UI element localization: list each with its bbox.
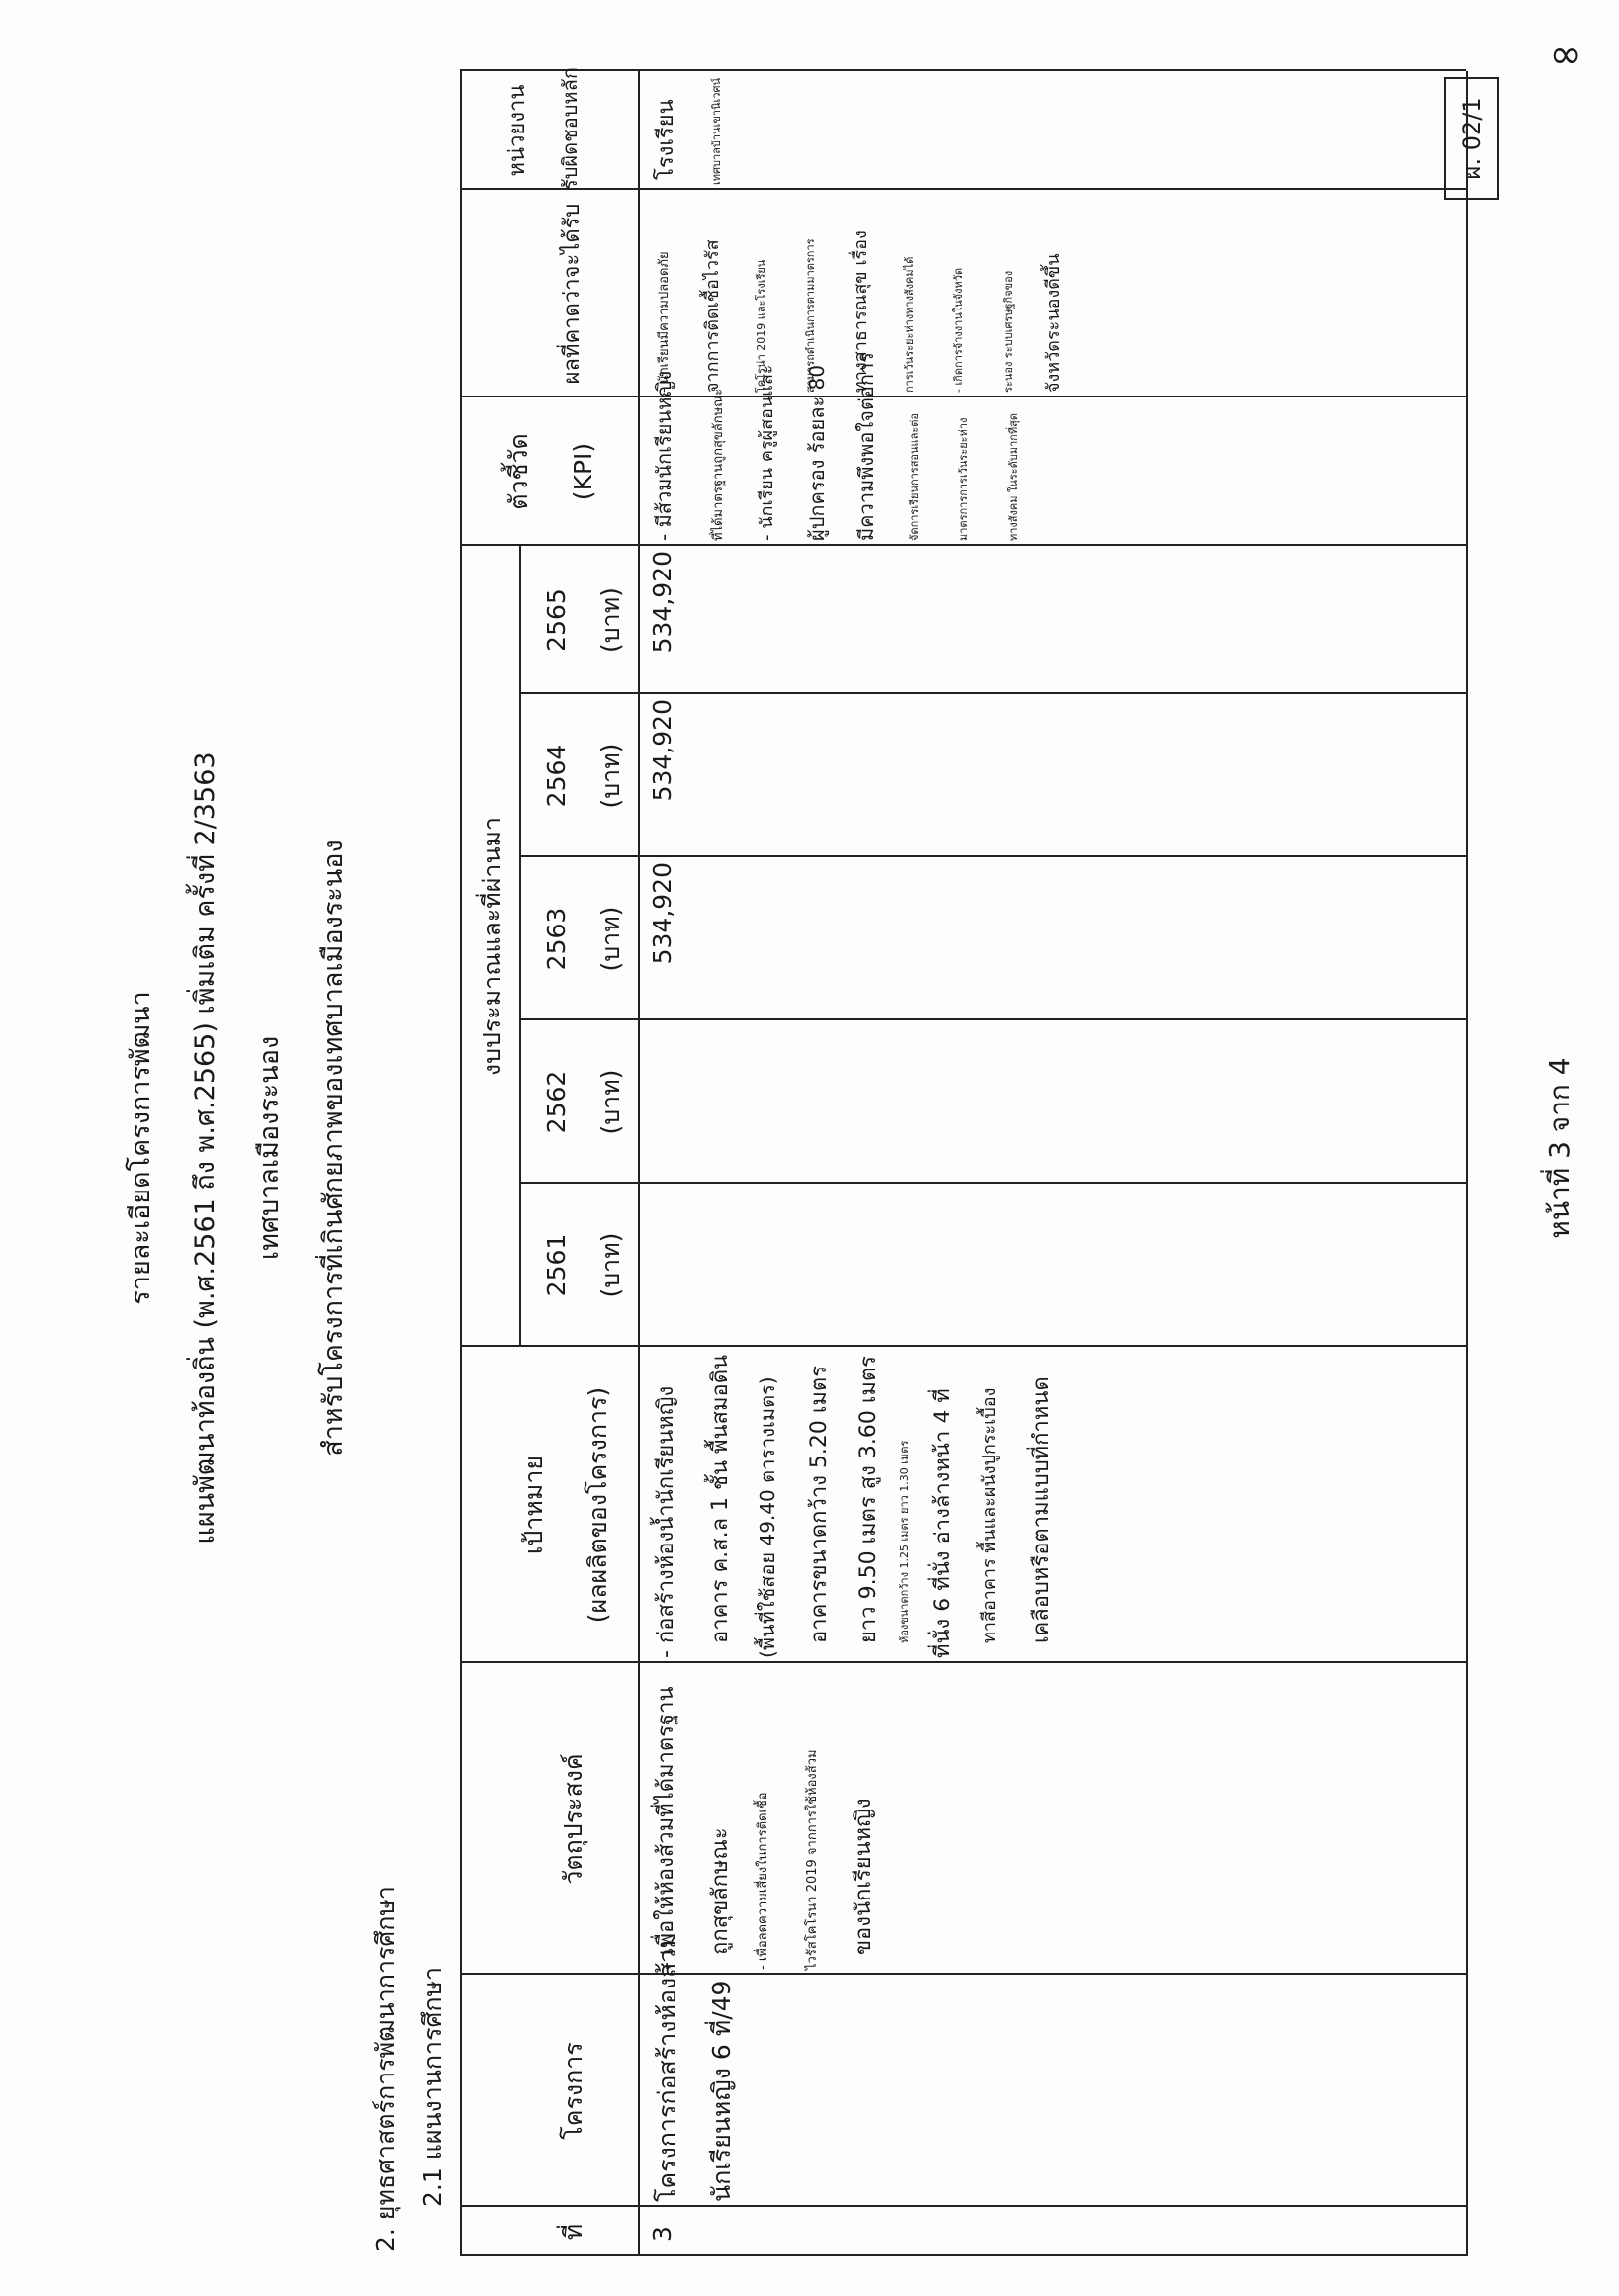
section-heading: 2. ยุทธศาสตร์การพัฒนาการศึกษา	[371, 1886, 400, 2252]
year-2561: 2561	[542, 1233, 571, 1297]
header-target: เป้าหมาย	[519, 1455, 548, 1555]
row-result-4: สามารถดำเนินการตามมาตรการ	[804, 238, 817, 393]
scribble-mark: ∞	[1549, 32, 1582, 78]
form-code-box	[1444, 77, 1499, 200]
col-line-11	[460, 188, 1466, 190]
header-mid-line	[519, 546, 521, 1347]
year-2563: 2563	[542, 907, 571, 971]
row-result-6: การเว้นระยะห่างทางสังคมได้	[903, 256, 916, 393]
row-result-2: จากการติดเชื้อไวรัส	[702, 239, 723, 393]
doc-title-3: เทศบาลเมืองระนอง	[254, 1035, 285, 1261]
col-line-0	[460, 2254, 1466, 2256]
header-objective: วัตถุประสงค์	[559, 1753, 587, 1885]
budget-2565: 534,920	[648, 551, 676, 654]
row-result-5: ทางสาธารณสุข เรื่อง	[851, 230, 871, 393]
year-2564: 2564	[542, 744, 571, 808]
row-kpi-7: มาตรการการเว้นระยะห่าง	[957, 417, 970, 541]
budget-2563: 534,920	[648, 862, 676, 965]
table-bottom-line	[1466, 71, 1468, 2256]
unit-2564: (บาท)	[596, 743, 625, 809]
header-project: โครงการ	[559, 2042, 587, 2140]
row-target-8: ทาสีอาคาร พื้นและผนังปูกระเบื้อง	[979, 1387, 1000, 1643]
row-target-1: - ก่อสร้างห้องน้ำนักเรียนหญิง	[654, 1385, 678, 1658]
doc-title-1: รายละเอียดโครงการพัฒนา	[126, 991, 156, 1305]
row-target-5: ยาว 9.50 เมตร สูง 3.60 เมตร	[856, 1356, 881, 1643]
header-budget: งบประมาณและที่ผ่านมา	[478, 816, 506, 1077]
row-target-4: อาคารขนาดกว้าง 5.20 เมตร	[807, 1365, 832, 1643]
header-unit-sub: รับผิดชอบหลัก	[558, 67, 582, 190]
row-objective-4: ไวรัสโคโรนา 2019 จากการใช้ห้องส้วม	[805, 1749, 820, 1970]
form-code: ผ. 02/1	[1458, 97, 1485, 180]
row-target-9: เคลือบหรือตามแบบที่กำหนด	[1030, 1376, 1054, 1643]
doc-title-2: แผนพัฒนาท้องถิ่น (พ.ศ.2561 ถึง พ.ศ.2565) เพิ่มเติม ครั้งที่ 2/3563	[190, 751, 221, 1545]
year-2565: 2565	[542, 588, 571, 652]
row-target-3: (พื้นที่ใช้สอย 49.40 ตารางเมตร)	[756, 1376, 779, 1658]
header-result: ผลที่คาดว่าจะได้รับ	[560, 203, 585, 385]
unit-2562: (บาท)	[596, 1069, 625, 1135]
row-target-2: อาคาร ค.ส.ล 1 ชั้น พื้นสมอดิน	[708, 1354, 733, 1643]
row-no: 3	[648, 2226, 676, 2242]
header-target-sub: (ผลผลิตของโครงการ)	[584, 1386, 612, 1624]
row-target-7: ที่นั่ง 6 ที่นั่ง อ่างล้างหน้า 4 ที่	[931, 1388, 955, 1658]
row-kpi-5: มีความพึงพอใจต่อการ	[854, 352, 878, 541]
header-bottom-line	[638, 71, 640, 2256]
row-kpi-8: ทางสังคม ในระดับมากที่สุด	[1007, 412, 1020, 541]
row-project-2: นักเรียนหญิง 6 ที่/49	[707, 1980, 736, 2202]
col-line-5	[519, 1182, 1466, 1184]
header-kpi: ตัวชี้วัด	[504, 433, 533, 510]
row-objective-2: ถูกสุขลักษณะ	[708, 1827, 733, 1955]
row-result-8: ระนอง ระบบเศรษฐกิจของ	[1002, 270, 1015, 393]
row-result-7: - เกิดการจ้างงานในจังหวัด	[952, 267, 965, 393]
year-2562: 2562	[542, 1070, 571, 1134]
row-unit-1: โรงเรียน	[654, 99, 678, 180]
row-result-3: โคโรน่า 2019 และโรงเรียน	[755, 259, 767, 393]
page-number: หน้าที่ 3 จาก 4	[1543, 1057, 1575, 1239]
row-kpi-3: - นักเรียน ครูผู้สอนและ	[757, 364, 777, 541]
col-line-2	[460, 1973, 1466, 1975]
unit-2561: (บาท)	[596, 1232, 625, 1298]
row-kpi-6: จัดการเรียนการสอนและต่อ	[908, 412, 921, 541]
col-line-10	[460, 396, 1466, 397]
col-line-1	[460, 2205, 1466, 2207]
row-objective-5: ของนักเรียนหญิง	[852, 1798, 876, 1955]
unit-2563: (บาท)	[596, 906, 625, 972]
budget-2564: 534,920	[648, 699, 676, 802]
subsection-heading: 2.1 แผนงานการศึกษา	[418, 1966, 447, 2207]
row-kpi-1: - มีส้วมนักเรียนหญิง	[652, 370, 675, 541]
table-top-line	[460, 71, 462, 2256]
row-kpi-4: ผู้ปกครอง ร้อยละ 80	[805, 364, 829, 541]
header-no: ที่	[559, 2223, 587, 2241]
row-project-1: โครงการก่อสร้างห้องส้วม	[653, 1932, 681, 2202]
row-unit-2: เทศบาลบ้านเขานิเวศน์	[710, 78, 723, 185]
header-kpi-sub: (KPI)	[569, 442, 597, 501]
row-objective-1: - เพื่อให้ห้องส้วมที่ได้มาตรฐาน	[654, 1686, 678, 1970]
col-line-12	[460, 69, 1466, 71]
header-unit: หน่วยงาน	[505, 84, 530, 177]
row-result-9: จังหวัดระนองดีขึ้น	[1043, 253, 1064, 393]
row-result-1: - นักเรียนมีความปลอดภัย	[657, 251, 672, 393]
unit-2565: (บาท)	[596, 587, 625, 653]
doc-title-4: สำหรับโครงการที่เกินศักยภาพของเทศบาลเมืองระนอง	[318, 839, 349, 1457]
row-target-6: ห้องขนาดกว้าง 1.25 เมตร ยาว 1.30 เมตร	[898, 1440, 911, 1643]
row-kpi-2: ที่ได้มาตรฐานถูกสุขลักษณะ	[711, 388, 726, 541]
row-objective-3: - เพื่อลดความเสี่ยงในการติดเชื้อ	[756, 1792, 770, 1970]
